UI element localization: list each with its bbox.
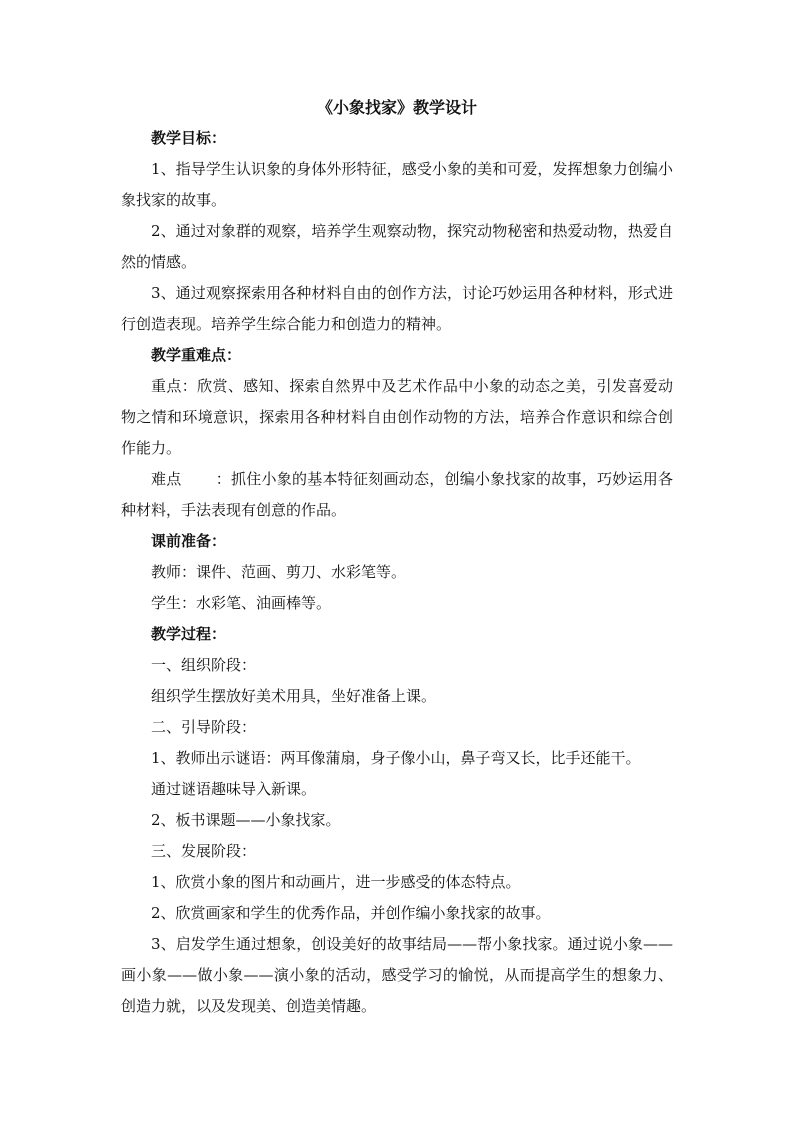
objective-item-3: 3、通过观察探索用各种材料自由的创作方法，讨论巧妙运用各种材料，形式进行创造表现。培养学生综合能力和创造力的精神。 — [121, 284, 673, 333]
key-points-heading: 教学重难点： — [151, 346, 242, 364]
stage-3-title: 三、发展阶段： — [151, 842, 257, 860]
objectives-heading: 教学目标： — [151, 129, 227, 147]
process-heading: 教学过程： — [151, 625, 227, 643]
stage-3-line-2: 2、欣赏画家和学生的优秀作品，并创作编小象找家的故事。 — [151, 904, 551, 922]
difficulty-text: ：抓住小象的基本特征刻画动态，创编小象找家的故事，巧妙运用各种材料，手法表现有创意的作品。 — [121, 470, 673, 519]
document-title: 《小象找家》教学设计 — [316, 98, 477, 117]
document-body — [121, 92, 673, 1022]
stage-1-text: 组织学生摆放好美术用具，坐好准备上课。 — [151, 687, 437, 705]
stage-3-line-1: 1、欣赏小象的图片和动画片，进一步感受的体态特点。 — [151, 873, 521, 891]
key-point-focus: 重点：欣赏、感知、探索自然界中及艺术作品中小象的动态之美，引发喜爱动物之情和环境意识，探索用各种材料自由创作动物的方法，培养合作意识和综合创作能力。 — [121, 377, 673, 457]
stage-1-title: 一、组织阶段： — [151, 656, 257, 674]
preparation-teacher: 教师：课件、范画、剪刀、水彩笔等。 — [151, 563, 407, 581]
preparation-heading: 课前准备： — [151, 532, 227, 550]
stage-2-line-3: 2、板书课题——小象找家。 — [151, 811, 341, 829]
objective-item-2: 2、通过对象群的观察，培养学生观察动物，探究动物秘密和热爱动物，热爱自然的情感。 — [121, 222, 673, 271]
stage-2-title: 二、引导阶段： — [151, 718, 257, 736]
stage-2-line-1: 1、教师出示谜语：两耳像蒲扇，身子像小山，鼻子弯又长，比手还能干。 — [151, 749, 641, 767]
difficulty-label: 难点 — [151, 470, 182, 488]
stage-3-line-3: 3、启发学生通过想象，创设美好的故事结局——帮小象找家。通过说小象——画小象——做小象——演小象的活动，感受学习的愉悦，从而提高学生的想象力、创造力就，以及发现美、创造美情趣。 — [121, 935, 673, 1015]
preparation-student: 学生：水彩笔、油画棒等。 — [151, 594, 332, 612]
key-point-difficulty — [121, 464, 673, 526]
objective-item-1: 1、指导学生认识象的身体外形特征，感受小象的美和可爱，发挥想象力创编小象找家的故事。 — [121, 160, 673, 209]
stage-2-line-2: 通过谜语趣味导入新课。 — [151, 780, 317, 798]
